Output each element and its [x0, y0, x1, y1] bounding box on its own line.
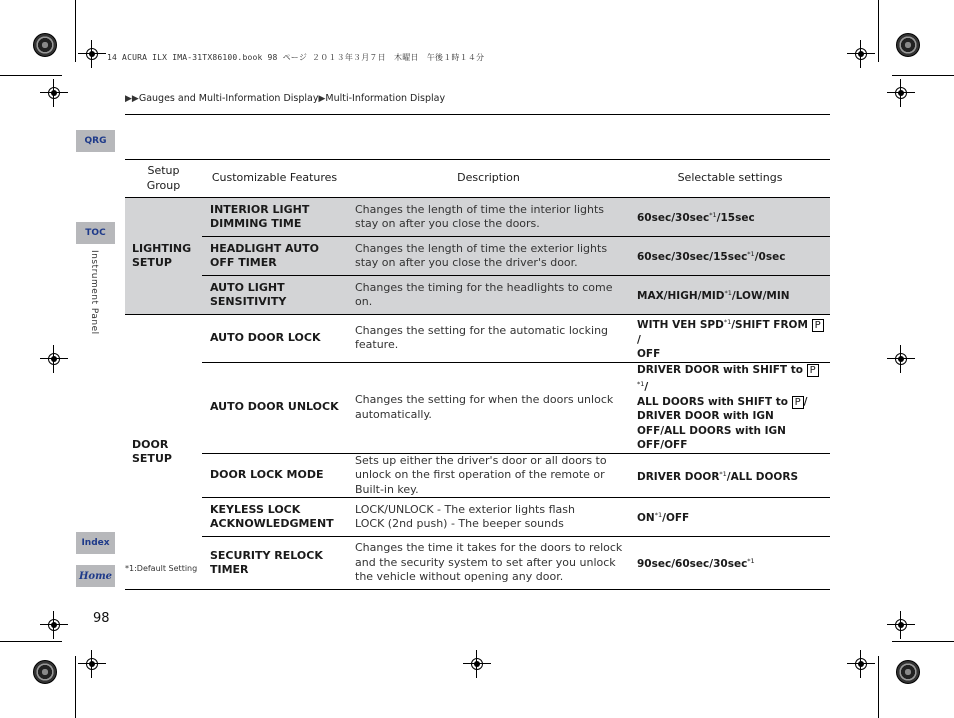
feature-description: Changes the setting for when the doors unlock automatically. [347, 362, 630, 453]
selectable-settings: $90\sec/60\sec/30\sec^{*1}$ [630, 537, 830, 590]
feature-name: HEADLIGHT AUTO OFF TIMER [202, 237, 347, 276]
table-row [125, 198, 830, 237]
breadcrumb-arrows: ▶▶ [125, 94, 139, 104]
header-settings: Selectable settings [630, 160, 830, 198]
feature-description: Changes the length of time the interior lights stay on after you close the doors. [347, 198, 630, 237]
settings-table [125, 159, 830, 590]
group-lighting-setup: LIGHTING SETUP [125, 198, 202, 315]
registration-mark-icon [46, 351, 62, 367]
breadcrumb [125, 93, 445, 104]
selectable-settings: $60\sec/30\sec/15\sec^{*1}/0\sec$ [630, 237, 830, 276]
crop-line [0, 75, 62, 76]
home-tab[interactable]: Home [76, 565, 115, 587]
crop-line [892, 641, 954, 642]
table-row [125, 362, 830, 453]
registration-mark-icon [84, 46, 100, 62]
color-target-icon [33, 660, 57, 684]
crop-line [878, 656, 879, 718]
feature-name: AUTO DOOR LOCK [202, 315, 347, 363]
registration-mark-icon [84, 656, 100, 672]
group-door-setup: DOOR SETUP [125, 315, 202, 590]
crop-line [878, 0, 879, 62]
section-label: Instrument Panel [89, 250, 99, 335]
selectable-settings: $60\sec/30\sec^{*1}/15\sec$ [630, 198, 830, 237]
feature-description: Changes the length of time the exterior lights stay on after you close the driver's door. [347, 237, 630, 276]
crop-line [75, 656, 76, 718]
table-row [125, 453, 830, 498]
registration-mark-icon [853, 46, 869, 62]
registration-mark-icon [893, 617, 909, 633]
breadcrumb-separator: ▶ [318, 94, 326, 104]
feature-name: DOOR LOCK MODE [202, 453, 347, 498]
feature-description: Changes the timing for the headlights to come on. [347, 276, 630, 315]
feature-name: SECURITY RELOCK TIMER [202, 537, 347, 590]
selectable-settings: ON$^{*1}$/OFF [630, 498, 830, 537]
qrg-tab[interactable]: QRG [76, 130, 115, 152]
registration-mark-icon [46, 85, 62, 101]
feature-name: AUTO DOOR UNLOCK [202, 362, 347, 453]
header-description: Description [347, 160, 630, 198]
header-features: Customizable Features [202, 160, 347, 198]
crop-line [0, 641, 62, 642]
page-number: 98 [93, 611, 110, 626]
registration-mark-icon [893, 85, 909, 101]
table-header-row [125, 160, 830, 198]
selectable-settings: DRIVER DOOR with SHIFT to $P^{*1}/$ ALL DOORS with SHIFT to P / DRIVER DOOR with IGN OFF/ALL DOORS with IGN OFF/OFF [630, 362, 830, 453]
crop-line [75, 0, 76, 62]
feature-description: Changes the setting for the automatic locking feature. [347, 315, 630, 363]
print-header-line: 14 ACURA ILX IMA-31TX86100.book 98 ページ ２０１３年３月７日 木曜日 午後１時１４分 [107, 53, 485, 62]
registration-mark-icon [853, 656, 869, 672]
registration-mark-icon [469, 656, 485, 672]
table-row [125, 276, 830, 315]
registration-mark-icon [893, 351, 909, 367]
description-line: LOCK/UNLOCK - The exterior lights flash [355, 502, 575, 516]
feature-name: INTERIOR LIGHT DIMMING TIME [202, 198, 347, 237]
table-row [125, 537, 830, 590]
header-rule [125, 114, 830, 115]
selectable-settings: MAX/HIGH/MID$^{*1}$/LOW/MIN [630, 276, 830, 315]
description-line: LOCK (2nd push) - The beeper sounds [355, 517, 564, 530]
selectable-settings: DRIVER DOOR$^{*1}$/ALL DOORS [630, 453, 830, 498]
feature-name: AUTO LIGHT SENSITIVITY [202, 276, 347, 315]
feature-name: KEYLESS LOCK ACKNOWLEDGMENT [202, 498, 347, 537]
registration-mark-icon [46, 617, 62, 633]
table-row [125, 498, 830, 537]
crop-line [892, 75, 954, 76]
table-row [125, 237, 830, 276]
selectable-settings: WITH VEH SPD$^{*1}$/SHIFT FROM P/ OFF [630, 315, 830, 363]
breadcrumb-parent-link[interactable]: Gauges and Multi-Information Display [138, 93, 319, 104]
feature-description [347, 498, 630, 537]
feature-description: Sets up either the driver's door or all doors to unlock on the first operation of the remote or Built-in key. [347, 453, 630, 498]
feature-description: Changes the time it takes for the doors to relock and the security system to set after you unlock the vehicle without opening any door. [347, 537, 630, 590]
toc-tab[interactable]: TOC [76, 222, 115, 244]
index-tab[interactable]: Index [76, 532, 115, 554]
color-target-icon [896, 660, 920, 684]
color-target-icon [33, 33, 57, 57]
breadcrumb-current: Multi-Information Display [325, 93, 446, 104]
footnote: *1:Default Setting [125, 564, 198, 573]
color-target-icon [896, 33, 920, 57]
header-setup-group: Setup Group [125, 160, 202, 198]
table-row [125, 315, 830, 363]
